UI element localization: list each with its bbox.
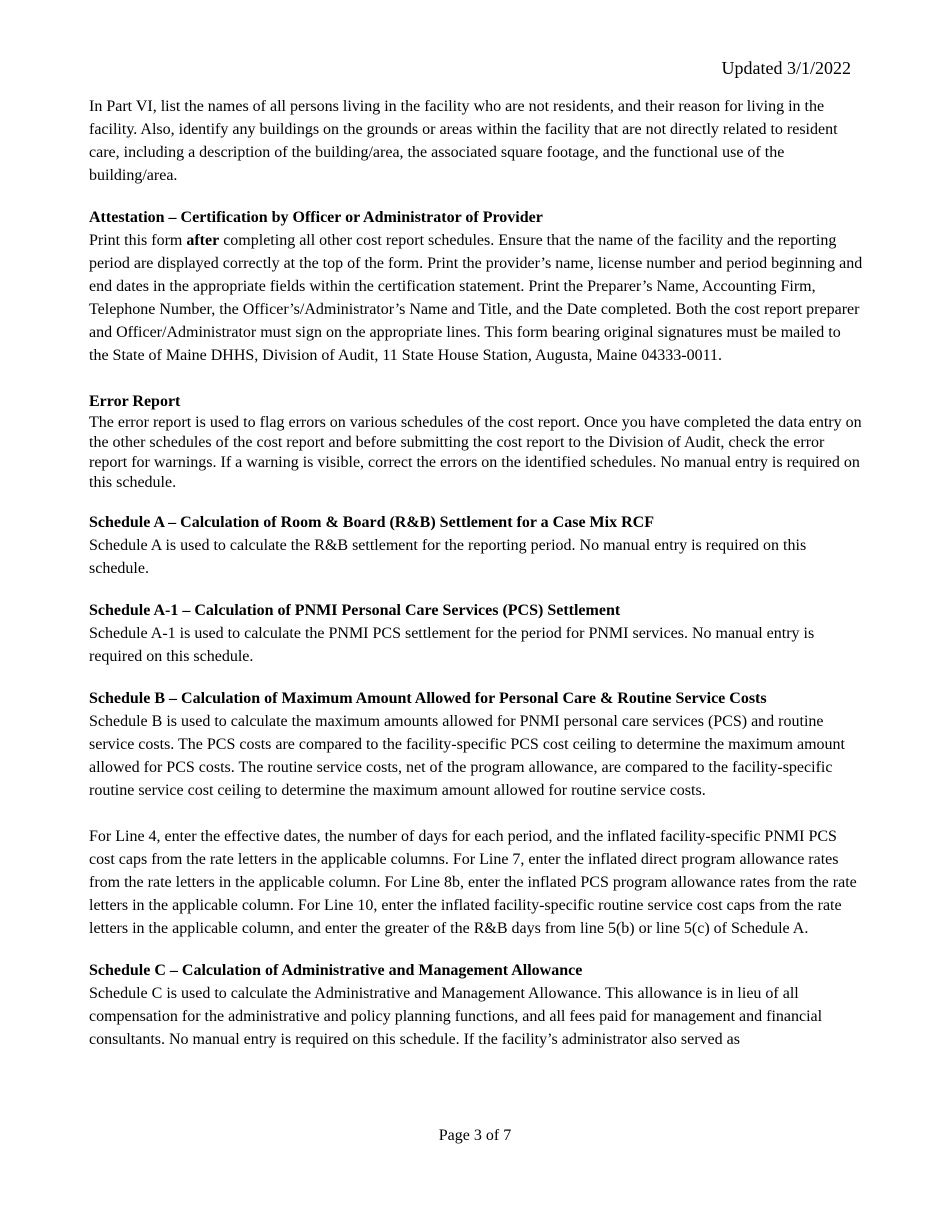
attestation-paragraph (89, 229, 863, 367)
schedule-a1-heading: Schedule A-1 – Calculation of PNMI Personal Care Services (PCS) Settlement (89, 602, 621, 619)
document-body (89, 95, 863, 1051)
schedule-a-heading: Schedule A – Calculation of Room & Board (R&B) Settlement for a Case Mix RCF (89, 514, 654, 531)
attestation-heading: Attestation – Certification by Officer or Administrator of Provider (89, 209, 543, 226)
attestation-text-before: Print this form (89, 232, 187, 249)
page-number: Page 3 of 7 (438, 1127, 512, 1144)
attestation-text-bold: after (186, 232, 220, 249)
schedule-c-paragraph: Schedule C is used to calculate the Administrative and Management Allowance. This allowance is in lieu of all compensation for the administrative and policy planning functions, and all fees paid for management and financial consultants. No manual entry is required on this schedule. If the facility’s administrator also served as (89, 985, 823, 1048)
schedule-b-paragraph-1: Schedule B is used to calculate the maximum amounts allowed for PNMI personal care services (PCS) and routine service costs. The PCS costs are compared to the facility-specific PCS cost ceiling to determine the maximum amount allowed for PCS costs. The routine service costs, net of the program allowance, are compared to the facility-specific routine service cost ceiling to determine the maximum amount allowed for routine service costs. (89, 713, 845, 799)
updated-date: Updated 3/1/2022 (721, 58, 851, 78)
error-report-paragraph: The error report is used to flag errors on various schedules of the cost report. Once you have completed the data entry on the other schedules of the cost report and before submitting the cost report to the Division of Audit, check the error report for warnings. If a warning is visible, correct the errors on the identified schedules. No manual entry is required on this schedule. (89, 414, 862, 491)
schedule-b-heading: Schedule B – Calculation of Maximum Amount Allowed for Personal Care & Routine Service Costs (89, 690, 767, 707)
error-report-heading: Error Report (89, 393, 181, 410)
schedule-b-paragraph-2: For Line 4, enter the effective dates, the number of days for each period, and the inflated facility-specific PNMI PCS cost caps from the rate letters in the applicable columns. For Line 7, enter the inflated direct program allowance rates from the rate letters in the applicable column. For Line 8b, enter the inflated PCS program allowance rates from the rate letters in the applicable column. For Line 10, enter the inflated facility-specific routine service cost caps from the rate letters in the applicable column, and enter the greater of the R&B days from line 5(b) or line 5(c) of Schedule A. (89, 828, 857, 937)
attestation-text-after: completing all other cost report schedules. Ensure that the name of the facility and the reporting period are displayed correctly at the top of the form. Print the provider’s name, license number and period beginning and end dates in the appropriate fields within the certification statement. Print the Preparer’s Name, Accounting Firm, Telephone Number, the Officer’s/Administrator’s Name and Title, and the Date completed. Both the cost report preparer and Officer/Administrator must sign on the appropriate lines. This form bearing original signatures must be mailed to the State of Maine DHHS, Division of Audit, 11 State House Station, Augusta, Maine 04333-0011. (89, 232, 863, 364)
schedule-c-heading: Schedule C – Calculation of Administrative and Management Allowance (89, 962, 583, 979)
schedule-a-paragraph: Schedule A is used to calculate the R&B settlement for the reporting period. No manual entry is required on this schedule. (89, 537, 807, 577)
schedule-a1-paragraph: Schedule A-1 is used to calculate the PNMI PCS settlement for the period for PNMI services. No manual entry is required on this schedule. (89, 625, 815, 665)
part-vi-paragraph: In Part VI, list the names of all persons living in the facility who are not residents, and their reason for living in the facility. Also, identify any buildings on the grounds or areas within the facility that are not directly related to resident care, including a description of the building/area, the associated square footage, and the functional use of the building/area. (89, 98, 838, 184)
